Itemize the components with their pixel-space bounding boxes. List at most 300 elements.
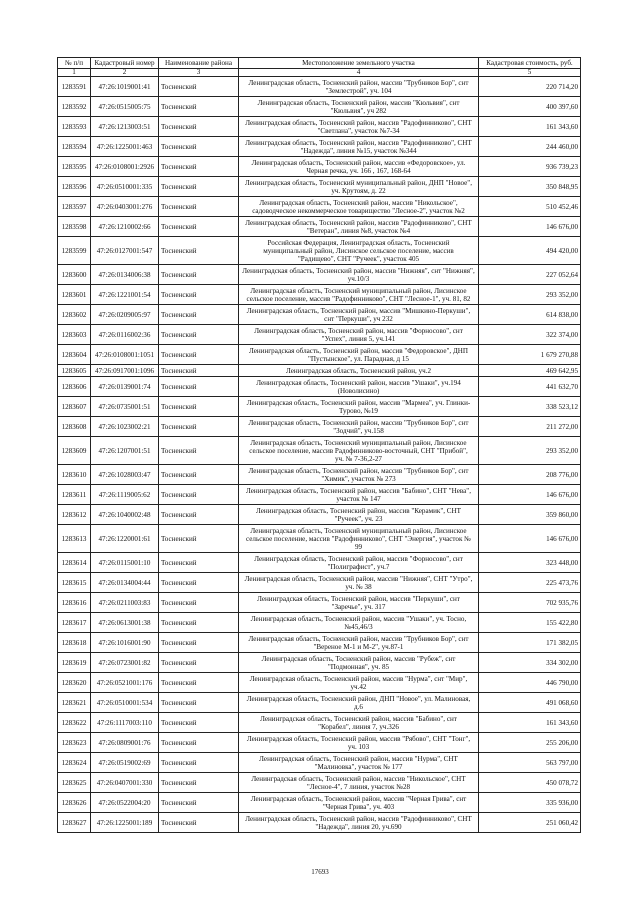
location-line: 99 xyxy=(354,542,363,551)
cell-row-number: 1283608 xyxy=(58,417,91,437)
cell-row-number: 1283620 xyxy=(58,673,91,693)
location-line: Ленинградская область, Тосненский район, уч.2 xyxy=(285,366,432,375)
cell-location xyxy=(239,437,479,465)
cell-location xyxy=(239,485,479,505)
cell-cadastral-number: 47:26:0735001:51 xyxy=(91,397,159,417)
cell-cadastral-value: 936 739,23 xyxy=(479,157,581,177)
table-row xyxy=(58,345,581,365)
cell-cadastral-number: 47:26:1119005:62 xyxy=(91,485,159,505)
cell-location xyxy=(239,713,479,733)
cell-location xyxy=(239,753,479,773)
location-line: Ленинградская область, Тосненский район, массив "Трубников Бор", снт xyxy=(248,78,469,87)
cell-location xyxy=(239,793,479,813)
cell-location xyxy=(239,305,479,325)
cell-district: Тосненский xyxy=(159,377,239,397)
cell-location xyxy=(239,525,479,553)
cell-location xyxy=(239,553,479,573)
cell-cadastral-number: 47:26:0134006:38 xyxy=(91,265,159,285)
header-location: Местоположение земельного участка xyxy=(239,58,479,69)
table-row xyxy=(58,653,581,673)
cell-district: Тосненский xyxy=(159,653,239,673)
table-row xyxy=(58,237,581,265)
cell-cadastral-number: 47:26:0510001:335 xyxy=(91,177,159,197)
column-number: 3 xyxy=(159,69,239,77)
cell-district: Тосненский xyxy=(159,325,239,345)
cell-row-number: 1283591 xyxy=(58,77,91,97)
location-line: Турово, №19 xyxy=(339,406,378,415)
cell-cadastral-number: 47:26:1225001:189 xyxy=(91,813,159,833)
cell-location xyxy=(239,417,479,437)
location-line: Ленинградская область, Тосненский муниципальный район, ДНП "Новое", xyxy=(245,178,472,187)
table-row xyxy=(58,593,581,613)
cell-row-number: 1283596 xyxy=(58,177,91,197)
cell-location xyxy=(239,673,479,693)
table-row xyxy=(58,285,581,305)
location-line: Ленинградская область, Тосненский муниципальный район, Лисинское xyxy=(250,438,467,447)
table-row xyxy=(58,117,581,137)
cell-district: Тосненский xyxy=(159,77,239,97)
location-line: уч. 103 xyxy=(347,742,370,751)
cell-row-number: 1283597 xyxy=(58,197,91,217)
location-line: сельское поселение, массив Радофинниково-восточный, СНТ "Прибой", xyxy=(249,446,468,455)
cell-cadastral-number: 47:26:0127001:547 xyxy=(91,237,159,265)
column-number: 2 xyxy=(91,69,159,77)
cell-cadastral-number: 47:26:1117003:110 xyxy=(91,713,159,733)
cell-location xyxy=(239,117,479,137)
cell-location xyxy=(239,693,479,713)
cell-row-number: 1283602 xyxy=(58,305,91,325)
table-header-row xyxy=(58,58,581,69)
cell-cadastral-number: 47:26:1210002:66 xyxy=(91,217,159,237)
location-line: снт "Перкуши", уч 232 xyxy=(324,314,393,323)
location-line: уч. № 7-36,2-27 xyxy=(335,454,382,463)
cell-district: Тосненский xyxy=(159,553,239,573)
cell-cadastral-value: 220 714,20 xyxy=(479,77,581,97)
cell-cadastral-value: 510 452,46 xyxy=(479,197,581,217)
cell-row-number: 1283604 xyxy=(58,345,91,365)
cell-cadastral-value: 146 676,00 xyxy=(479,485,581,505)
cell-cadastral-number: 47:26:0723001:82 xyxy=(91,653,159,673)
cell-district: Тосненский xyxy=(159,177,239,197)
location-line: "Надежда", линия 20, уч.690 xyxy=(315,822,402,831)
cell-cadastral-value: 211 272,00 xyxy=(479,417,581,437)
location-line: "Кюльвия", уч 282 xyxy=(330,106,387,115)
table-row xyxy=(58,137,581,157)
table-row xyxy=(58,217,581,237)
cell-district: Тосненский xyxy=(159,97,239,117)
cell-cadastral-number: 47:26:0115001:10 xyxy=(91,553,159,573)
cell-row-number: 1283621 xyxy=(58,693,91,713)
cell-row-number: 1283607 xyxy=(58,397,91,417)
cell-location xyxy=(239,397,479,417)
location-line: Ленинградская область, Тосненский район, массив "Нурма", снт "Мир", xyxy=(249,674,468,683)
cell-row-number: 1283622 xyxy=(58,713,91,733)
table-row xyxy=(58,417,581,437)
table-row xyxy=(58,465,581,485)
cell-cadastral-value: 227 052,64 xyxy=(479,265,581,285)
cell-district: Тосненский xyxy=(159,573,239,593)
cell-location xyxy=(239,285,479,305)
location-line: Ленинградская область, Тосненский район, массив "Нижняя", снт "Нижняя", xyxy=(242,266,475,275)
cell-cadastral-value: 494 420,00 xyxy=(479,237,581,265)
cell-row-number: 1283611 xyxy=(58,485,91,505)
location-line: Ленинградская область, Тосненский район, массив "Никольское", xyxy=(259,198,458,207)
location-line: Ленинградская область, Тосненский район, массив "Радофинниково", СНТ xyxy=(245,814,472,823)
cell-cadastral-value: 359 860,00 xyxy=(479,505,581,525)
location-line: Ленинградская область, Тосненский район, массив "Кюльвия", снт xyxy=(257,98,460,107)
cell-cadastral-value: 338 523,12 xyxy=(479,397,581,417)
table-row xyxy=(58,197,581,217)
cell-cadastral-number: 47:26:1040002:48 xyxy=(91,505,159,525)
header-cadastral-value: Кадастровая стоимость, руб. xyxy=(479,58,581,69)
cell-row-number: 1283614 xyxy=(58,553,91,573)
table-body xyxy=(58,77,581,833)
table-row xyxy=(58,633,581,653)
cell-cadastral-number: 47:26:0139001:74 xyxy=(91,377,159,397)
cell-cadastral-number: 47:26:0116002:36 xyxy=(91,325,159,345)
location-line: Ленинградская область, Тосненский район, массив "Форносово", снт xyxy=(254,326,463,335)
location-line: Ленинградская область, Тосненский район, массив "Нурма", СНТ xyxy=(259,754,458,763)
cell-district: Тосненский xyxy=(159,693,239,713)
cell-cadastral-value: 155 422,80 xyxy=(479,613,581,633)
cell-cadastral-value: 441 632,70 xyxy=(479,377,581,397)
location-line: "Подмонная", уч. 85 xyxy=(327,662,390,671)
location-line: "Корабел", линия 7, уч.326 xyxy=(318,722,399,731)
cell-cadastral-number: 47:26:0134004:44 xyxy=(91,573,159,593)
cell-cadastral-number: 47:26:0108001:1051 xyxy=(91,345,159,365)
cell-row-number: 1283615 xyxy=(58,573,91,593)
cell-cadastral-value: 293 352,00 xyxy=(479,437,581,465)
cell-cadastral-value: 146 676,00 xyxy=(479,525,581,553)
cell-location xyxy=(239,157,479,177)
location-line: Ленинградская область, Тосненский район, массив "Черная Грива", снт xyxy=(250,794,467,803)
cell-cadastral-value: 251 060,42 xyxy=(479,813,581,833)
location-line: Ленинградская область, Тосненский район, массив "Бабино", СНТ "Нева", xyxy=(246,486,471,495)
cell-location xyxy=(239,265,479,285)
cell-district: Тосненский xyxy=(159,753,239,773)
cell-district: Тосненский xyxy=(159,345,239,365)
cell-cadastral-number: 47:26:0519002:69 xyxy=(91,753,159,773)
cell-cadastral-number: 47:26:0108001:2926 xyxy=(91,157,159,177)
location-line: Ленинградская область, Тосненский район, массив "Ушаки", уч. Тосно, xyxy=(250,614,467,623)
location-line: "Землестрой", уч. 104 xyxy=(325,86,392,95)
cell-district: Тосненский xyxy=(159,505,239,525)
cell-row-number: 1283627 xyxy=(58,813,91,833)
cell-location xyxy=(239,217,479,237)
cell-district: Тосненский xyxy=(159,437,239,465)
column-number: 4 xyxy=(239,69,479,77)
cell-cadastral-number: 47:26:1028003:47 xyxy=(91,465,159,485)
cell-cadastral-number: 47:26:1220001:61 xyxy=(91,525,159,553)
cell-district: Тосненский xyxy=(159,633,239,653)
cell-cadastral-number: 47:26:0917001:1096 xyxy=(91,365,159,377)
cell-location xyxy=(239,573,479,593)
cell-district: Тосненский xyxy=(159,593,239,613)
location-line: "Успех", линия 5, уч.141 xyxy=(321,334,396,343)
cell-location xyxy=(239,197,479,217)
column-number-row xyxy=(58,69,581,77)
location-line: муниципальный район, Лисинское сельское поселение, массив xyxy=(263,246,454,255)
location-line: участок № 147 xyxy=(336,494,381,503)
table-row xyxy=(58,693,581,713)
table-row xyxy=(58,97,581,117)
cell-cadastral-number: 47:26:0521001:176 xyxy=(91,673,159,693)
cell-cadastral-value: 335 936,00 xyxy=(479,793,581,813)
cell-district: Тосненский xyxy=(159,197,239,217)
location-line: садоводческое некоммерческое товарищество "Лесное-2", участок №2 xyxy=(252,206,465,215)
cell-district: Тосненский xyxy=(159,217,239,237)
cell-district: Тосненский xyxy=(159,713,239,733)
table-row xyxy=(58,733,581,753)
location-line: Ленинградская область, Тосненский район, массив "Нижняя", СНТ "Утро", xyxy=(244,574,473,583)
cell-location xyxy=(239,97,479,117)
cell-row-number: 1283625 xyxy=(58,773,91,793)
location-line: Ленинградская область, Тосненский район, массив "Федоровское", ДНП xyxy=(248,346,469,355)
cell-row-number: 1283593 xyxy=(58,117,91,137)
cell-location xyxy=(239,325,479,345)
header-cadastral-number: Кадастровый номер xyxy=(91,58,159,69)
column-number: 1 xyxy=(58,69,91,77)
location-line: Ленинградская область, Тосненский район, массив "Радофинниково", СНТ xyxy=(245,138,472,147)
location-line: "Химик", участок № 273 xyxy=(321,474,396,483)
location-line: Ленинградская область, Тосненский район, массив "Никольское", СНТ xyxy=(251,774,466,783)
cell-row-number: 1283605 xyxy=(58,365,91,377)
location-line: уч.42 xyxy=(350,682,367,691)
location-line: Ленинградская область, Тосненский район, массив "Ушаки", уч.194 xyxy=(256,378,461,387)
cell-row-number: 1283610 xyxy=(58,465,91,485)
location-line: уч. № 38 xyxy=(345,582,372,591)
cell-location xyxy=(239,505,479,525)
cell-cadastral-number: 47:26:1023002:21 xyxy=(91,417,159,437)
table-row xyxy=(58,793,581,813)
cell-cadastral-number: 47:26:0613001:38 xyxy=(91,613,159,633)
location-line: "Полиграфист", уч.7 xyxy=(327,562,390,571)
cell-location xyxy=(239,773,479,793)
location-line: Ленинградская область, Тосненский район, массив "Радофинниково", СНТ xyxy=(245,218,472,227)
location-line: сельское поселение, массив "Радофинниково", СНТ "Лесное-1", уч. 81, 82 xyxy=(246,294,471,303)
cell-district: Тосненский xyxy=(159,733,239,753)
location-line: "Малиновка", участок № 177 xyxy=(314,762,403,771)
location-line: Черная речка, уч. 166 , 167, 168-64 xyxy=(306,166,411,175)
location-line: Ленинградская область, Тосненский район, массив «Федоровское», ул. xyxy=(251,158,466,167)
cell-location xyxy=(239,813,479,833)
table-row xyxy=(58,397,581,417)
location-line: Ленинградская область, Тосненский район, массив "Перкуши", снт xyxy=(257,594,460,603)
location-line: Ленинградская область, Тосненский район, массив "Мишкино-Перкуши", xyxy=(246,306,471,315)
cell-district: Тосненский xyxy=(159,117,239,137)
cell-district: Тосненский xyxy=(159,793,239,813)
table-row xyxy=(58,753,581,773)
table-row xyxy=(58,157,581,177)
cell-district: Тосненский xyxy=(159,285,239,305)
cell-row-number: 1283612 xyxy=(58,505,91,525)
table-row xyxy=(58,713,581,733)
location-line: сельское поселение, массив "Радофинниково", СНТ "Энергия", участок № xyxy=(246,534,471,543)
table-row xyxy=(58,505,581,525)
table-row xyxy=(58,813,581,833)
cell-cadastral-number: 47:26:0515005:75 xyxy=(91,97,159,117)
location-line: Ленинградская область, Тосненский муниципальный район, Лисинское xyxy=(250,286,467,295)
cell-row-number: 1283616 xyxy=(58,593,91,613)
cell-cadastral-value: 491 068,60 xyxy=(479,693,581,713)
cell-district: Тосненский xyxy=(159,237,239,265)
table-row xyxy=(58,573,581,593)
location-line: Ленинградская область, Тосненский муниципальный район, Лисинское xyxy=(250,526,467,535)
location-line: Ленинградская область, Тосненский район, массив "Форносово", снт xyxy=(254,554,463,563)
cell-cadastral-value: 469 642,95 xyxy=(479,365,581,377)
cell-row-number: 1283619 xyxy=(58,653,91,673)
cell-row-number: 1283594 xyxy=(58,137,91,157)
cell-district: Тосненский xyxy=(159,417,239,437)
cell-district: Тосненский xyxy=(159,813,239,833)
cell-location xyxy=(239,633,479,653)
header-district: Наименование района xyxy=(159,58,239,69)
cell-cadastral-value: 702 935,76 xyxy=(479,593,581,613)
cell-district: Тосненский xyxy=(159,365,239,377)
cell-location xyxy=(239,653,479,673)
table-row xyxy=(58,773,581,793)
cell-cadastral-number: 47:26:0510001:534 xyxy=(91,693,159,713)
cell-cadastral-value: 161 343,60 xyxy=(479,117,581,137)
table-row xyxy=(58,553,581,573)
cell-cadastral-value: 208 776,00 xyxy=(479,465,581,485)
cell-cadastral-value: 323 448,00 xyxy=(479,553,581,573)
table-row xyxy=(58,377,581,397)
location-line: Ленинградская область, Тосненский район, массив "Рубеж", снт xyxy=(261,654,456,663)
cell-cadastral-value: 334 302,00 xyxy=(479,653,581,673)
location-line: "Радищево", СНТ "Ручеек", участок 405 xyxy=(297,254,420,263)
cell-cadastral-number: 47:26:0407001:330 xyxy=(91,773,159,793)
table-row xyxy=(58,77,581,97)
location-line: д.6 xyxy=(354,702,363,711)
cell-district: Тосненский xyxy=(159,525,239,553)
location-line: (Новолисино) xyxy=(337,386,380,395)
table-row xyxy=(58,265,581,285)
cell-cadastral-value: 350 848,95 xyxy=(479,177,581,197)
table-row xyxy=(58,613,581,633)
cell-cadastral-value: 446 790,00 xyxy=(479,673,581,693)
cell-cadastral-value: 450 078,72 xyxy=(479,773,581,793)
cell-district: Тосненский xyxy=(159,485,239,505)
table-row xyxy=(58,325,581,345)
cell-cadastral-value: 225 473,76 xyxy=(479,573,581,593)
table-row xyxy=(58,525,581,553)
cell-cadastral-number: 47:26:0211003:83 xyxy=(91,593,159,613)
location-line: уч.10/3 xyxy=(347,274,370,283)
location-line: №45,46/3 xyxy=(344,622,373,631)
cell-cadastral-number: 47:26:0403001:276 xyxy=(91,197,159,217)
cell-row-number: 1283623 xyxy=(58,733,91,753)
cell-location xyxy=(239,77,479,97)
cell-location xyxy=(239,733,479,753)
cell-cadastral-number: 47:26:0522004:20 xyxy=(91,793,159,813)
cell-cadastral-number: 47:26:1221001:54 xyxy=(91,285,159,305)
cell-location xyxy=(239,137,479,157)
cell-location xyxy=(239,465,479,485)
column-number: 5 xyxy=(479,69,581,77)
table-row xyxy=(58,305,581,325)
cell-location xyxy=(239,177,479,197)
cell-cadastral-value: 146 676,00 xyxy=(479,217,581,237)
cell-location xyxy=(239,613,479,633)
cell-row-number: 1283618 xyxy=(58,633,91,653)
location-line: Ленинградская область, Тосненский район, массив "Трубников Бор", снт xyxy=(248,418,469,427)
table-row xyxy=(58,177,581,197)
location-line: Ленинградская область, Тосненский район, массив "Мармеа", уч. Глинки- xyxy=(246,398,471,407)
location-line: Ленинградская область, Тосненский район, массив "Трубников Бор", снт xyxy=(248,634,469,643)
location-line: Ленинградская область, Тосненский район, массив "Радофинниково", СНТ xyxy=(245,118,472,127)
cell-cadastral-value: 161 343,60 xyxy=(479,713,581,733)
cell-row-number: 1283601 xyxy=(58,285,91,305)
cell-row-number: 1283624 xyxy=(58,753,91,773)
location-line: Ленинградская область, Тосненский район, массив "Рябово", СНТ "Тонг", xyxy=(246,734,471,743)
cell-row-number: 1283626 xyxy=(58,793,91,813)
cell-location xyxy=(239,377,479,397)
cell-row-number: 1283599 xyxy=(58,237,91,265)
cadastral-value-table xyxy=(57,57,581,833)
cell-cadastral-number: 47:26:1225001:463 xyxy=(91,137,159,157)
location-line: Ленинградская область, Тосненский район, ДНП "Новое", ул. Малиновая, xyxy=(246,694,471,703)
cell-location xyxy=(239,593,479,613)
cell-row-number: 1283613 xyxy=(58,525,91,553)
cell-district: Тосненский xyxy=(159,305,239,325)
cell-cadastral-number: 47:26:1213003:51 xyxy=(91,117,159,137)
cell-cadastral-number: 47:26:1016001:90 xyxy=(91,633,159,653)
cell-row-number: 1283592 xyxy=(58,97,91,117)
location-line: "Светлана", участок №7-34 xyxy=(317,126,400,135)
location-line: Российская Федерация, Ленинградская область, Тосненский xyxy=(267,238,450,247)
cell-district: Тосненский xyxy=(159,137,239,157)
location-line: "Ручеек", уч. 23 xyxy=(334,514,383,523)
cell-cadastral-value: 171 382,05 xyxy=(479,633,581,653)
location-line: "Зодчий", уч.158 xyxy=(333,426,384,435)
location-line: Ленинградская область, Тосненский район, массив "Трубников Бор", снт xyxy=(248,466,469,475)
cell-cadastral-value: 255 206,00 xyxy=(479,733,581,753)
cell-cadastral-number: 47:26:0209005:97 xyxy=(91,305,159,325)
cell-location xyxy=(239,345,479,365)
cell-district: Тосненский xyxy=(159,465,239,485)
cell-row-number: 1283598 xyxy=(58,217,91,237)
cell-cadastral-number: 47:26:1207001:51 xyxy=(91,437,159,465)
table-row xyxy=(58,365,581,377)
header-row-number: № п/п xyxy=(58,58,91,69)
location-line: "Пустынское", ул. Парадная, д 15 xyxy=(308,354,409,363)
cell-district: Тосненский xyxy=(159,157,239,177)
location-line: "Вереное М-1 и М-2", уч.87-1 xyxy=(313,642,404,651)
location-line: уч. Крутоям, д. 22 xyxy=(331,186,386,195)
cell-location xyxy=(239,237,479,265)
cell-cadastral-number: 47:26:1019001:41 xyxy=(91,77,159,97)
cell-district: Тосненский xyxy=(159,673,239,693)
location-line: "Ветеран", линия №8, участок №4 xyxy=(306,226,411,235)
cell-district: Тосненский xyxy=(159,773,239,793)
location-line: Ленинградская область, Тосненский район, массив "Бабино", снт xyxy=(260,714,457,723)
cell-cadastral-number: 47:26:0809001:76 xyxy=(91,733,159,753)
location-line: "Лесное-4", 7 линия, участок №28 xyxy=(306,782,411,791)
cell-cadastral-value: 293 352,00 xyxy=(479,285,581,305)
location-line: "Черная Грива", уч. 403 xyxy=(322,802,395,811)
cell-row-number: 1283603 xyxy=(58,325,91,345)
cell-cadastral-value: 1 679 270,88 xyxy=(479,345,581,365)
cell-cadastral-value: 563 797,00 xyxy=(479,753,581,773)
location-line: "Заречье", уч. 317 xyxy=(331,602,386,611)
cell-row-number: 1283595 xyxy=(58,157,91,177)
location-line: Ленинградская область, Тосненский район, массив "Керамик", СНТ xyxy=(255,506,461,515)
location-line: "Надежда", линия №15, участок №344 xyxy=(300,146,417,155)
cell-row-number: 1283609 xyxy=(58,437,91,465)
cell-district: Тосненский xyxy=(159,613,239,633)
cell-cadastral-value: 322 374,00 xyxy=(479,325,581,345)
